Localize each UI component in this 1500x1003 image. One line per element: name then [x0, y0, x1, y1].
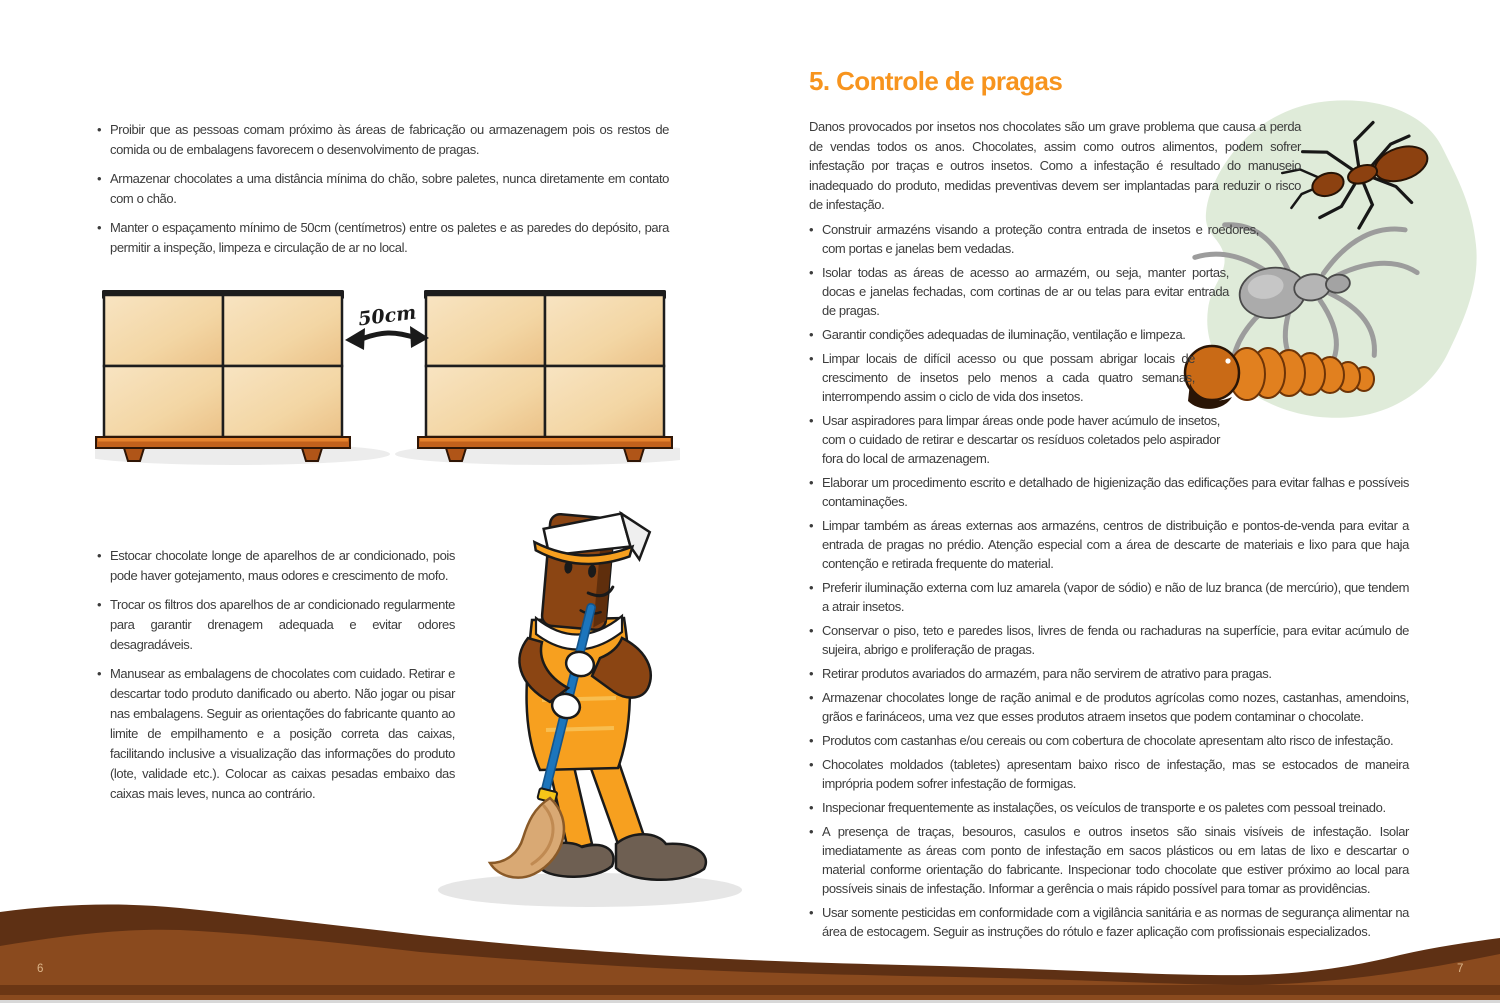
list-item	[809, 688, 1409, 726]
handling-guidelines-list	[97, 546, 455, 813]
bullet-marker: •	[97, 122, 102, 137]
list-item-text: Produtos com castanhas e/ou cereais ou com cobertura de chocolate apresentam alto risco de infestação.	[822, 733, 1394, 748]
page-number-right: 7	[1457, 963, 1464, 975]
list-item-text: Manter o espaçamento mínimo de 50cm (centímetros) entre os paletes e as paredes do depósito, para permitir a inspeção, limpeza e circulação de ar no local.	[110, 220, 669, 255]
list-item	[809, 349, 1195, 406]
spacing-label: 50cm	[357, 301, 418, 331]
list-item-text: Limpar locais de difícil acesso ou que possam abrigar locais de crescimento de insetos pelo menos a cada quatro semanas, interrompendo assim o ciclo de vida dos insetos.	[822, 351, 1195, 404]
list-item	[809, 473, 1409, 511]
list-item	[809, 822, 1409, 898]
list-item-text: Manusear as embalagens de chocolates com cuidado. Retirar e descartar todo produto danificado ou aberto. Não jogar ou pisar nas embalagens. Seguir as orientações do fabricante quanto ao limite de empilhamento e a posição correta das caixas, facilitando inclusive a visualização das informações do produto (lote, validade etc.). Colocar as caixas pesadas embaixo das caixas mais leves, nunca ao contrário.	[110, 666, 455, 801]
list-item	[809, 621, 1409, 659]
bullet-marker: •	[97, 666, 102, 681]
list-item-text: Retirar produtos avariados do armazém, para não servirem de atrativo para pragas.	[822, 666, 1272, 681]
list-item-text: Estocar chocolate longe de aparelhos de ar condicionado, pois pode haver gotejamento, maus odores e crescimento de mofo.	[110, 548, 455, 583]
bullet-marker: •	[809, 824, 814, 839]
list-item	[97, 120, 669, 160]
list-item	[809, 325, 1292, 344]
bullet-marker: •	[809, 413, 814, 428]
list-item	[809, 755, 1409, 793]
list-item	[97, 664, 455, 804]
list-item	[809, 731, 1409, 750]
bullet-marker: •	[97, 171, 102, 186]
list-item-text: Inspecionar frequentemente as instalações, os veículos de transporte e os paletes com pessoal treinado.	[822, 800, 1386, 815]
list-item-text: Conservar o piso, teto e paredes lisos, livres de fenda ou rachaduras na superfície, para evitar acúmulo de sujeira, abrigo e proliferação de pragas.	[822, 623, 1409, 657]
bullet-marker: •	[809, 518, 814, 533]
list-item-text: Armazenar chocolates a uma distância mínima do chão, sobre paletes, nunca diretamente em contato com o chão.	[110, 171, 669, 206]
bullet-marker: •	[809, 580, 814, 595]
pallet-stack-right	[395, 290, 680, 465]
list-item-text: Trocar os filtros dos aparelhos de ar condicionado regularmente para garantir drenagem adequada e evitar odores desagradáveis.	[110, 597, 455, 652]
list-item	[809, 411, 1220, 468]
chocolate-bar-mascot-icon	[420, 492, 750, 922]
pallet-stack-left	[95, 290, 390, 465]
bullet-marker: •	[809, 733, 814, 748]
bullet-marker: •	[809, 351, 814, 366]
bullet-marker: •	[809, 800, 814, 815]
bullet-marker: •	[809, 623, 814, 638]
list-item-text: Limpar também as áreas externas aos armazéns, centros de distribuição e pontos-de-venda para evitar a entrada de pragas no prédio. Atenção especial com a área de descarte de materiais e lixo para que haja contenção e retirada frequente do material.	[822, 518, 1409, 571]
bullet-marker: •	[809, 757, 814, 772]
bullet-marker: •	[97, 548, 102, 563]
list-item	[809, 220, 1259, 258]
list-item-text: Chocolates moldados (tabletes) apresentam baixo risco de infestação, mas se estocados de maneira imprópria podem sofrer infestação de formigas.	[822, 757, 1409, 791]
page-number-left: 6	[37, 963, 44, 975]
bullet-marker: •	[809, 905, 814, 920]
bullet-marker: •	[97, 220, 102, 235]
bullet-marker: •	[809, 327, 814, 342]
list-item-text: Armazenar chocolates longe de ração animal e de produtos agrícolas como nozes, castanhas, amendoins, grãos e farináceos, uma vez que esses produtos atraem insetos que podem contaminar o chocolate.	[822, 690, 1409, 724]
list-item	[809, 578, 1409, 616]
bullet-marker: •	[809, 222, 814, 237]
list-item-text: Proibir que as pessoas comam próximo às áreas de fabricação ou armazenagem pois os restos de comida ou de embalagens favorecem o desenvolvimento de pragas.	[110, 122, 669, 157]
list-item-text: Preferir iluminação externa com luz amarela (vapor de sódio) e não de luz branca (de mercúrio), que tendem a atrair insetos.	[822, 580, 1409, 614]
list-item	[97, 169, 669, 209]
list-item-text: Usar aspiradores para limpar áreas onde pode haver acúmulo de insetos, com o cuidado de retirar e descartar os resíduos coletados pelo aspirador fora do local de armazenagem.	[822, 413, 1220, 466]
storage-guidelines-list	[97, 120, 669, 267]
page-title: 5. Controle de pragas	[809, 66, 1063, 96]
bullet-marker: •	[809, 265, 814, 280]
pest-control-list	[809, 220, 1409, 946]
footer-wave	[0, 888, 1500, 1003]
list-item-text: A presença de traças, besouros, casulos e outros insetos são sinais visíveis de infestação. Isolar imediatamente as áreas com ponto de infestação em sacos plásticos ou em latas de lixo e descartar o material conforme orientação do fabricante. Inspecionar todo chocolate que estiver próximo ao local para possíveis sinais de infestação. Informar a gerência o mais rápido possível para tomar as providências.	[822, 824, 1409, 896]
bullet-marker: •	[97, 597, 102, 612]
bullet-marker: •	[809, 666, 814, 681]
bullet-marker: •	[809, 690, 814, 705]
pallet-spacing-illustration	[95, 288, 680, 466]
double-arrow-icon	[345, 302, 429, 350]
list-item-text: Elaborar um procedimento escrito e detalhado de higienização das edificações para evitar falhas e possíveis contaminações.	[822, 475, 1409, 509]
list-item-text: Garantir condições adequadas de iluminação, ventilação e limpeza.	[822, 327, 1186, 342]
list-item-text: Usar somente pesticidas em conformidade com a vigilância sanitária e as normas de segurança alimentar na área de estocagem. Seguir as instruções do rótulo e fazer aplicação com profissionais especializados.	[822, 905, 1409, 939]
list-item	[809, 263, 1229, 320]
list-item-text: Construir armazéns visando a proteção contra entrada de insetos e roedores, com portas e janelas bem vedadas.	[822, 222, 1259, 256]
bullet-marker: •	[809, 475, 814, 490]
list-item	[97, 546, 455, 586]
intro-paragraph: Danos provocados por insetos nos chocolates são um grave problema que causa a perda de vendas todos os anos. Chocolates, assim como outros alimentos, podem sofrer infestação por traças e outros insetos. Como a infestação é resultado do manuseio inadequado do produto, medidas preventivas devem ser implantadas para reduzir o risco de infestação.	[809, 119, 1301, 212]
list-item	[97, 595, 455, 655]
list-item	[809, 664, 1409, 683]
list-item	[97, 218, 669, 258]
list-item-text: Isolar todas as áreas de acesso ao armazém, ou seja, manter portas, docas e janelas fechadas, com cortinas de ar ou telas para evitar entrada de pragas.	[822, 265, 1229, 318]
list-item	[809, 798, 1409, 817]
list-item	[809, 516, 1409, 573]
